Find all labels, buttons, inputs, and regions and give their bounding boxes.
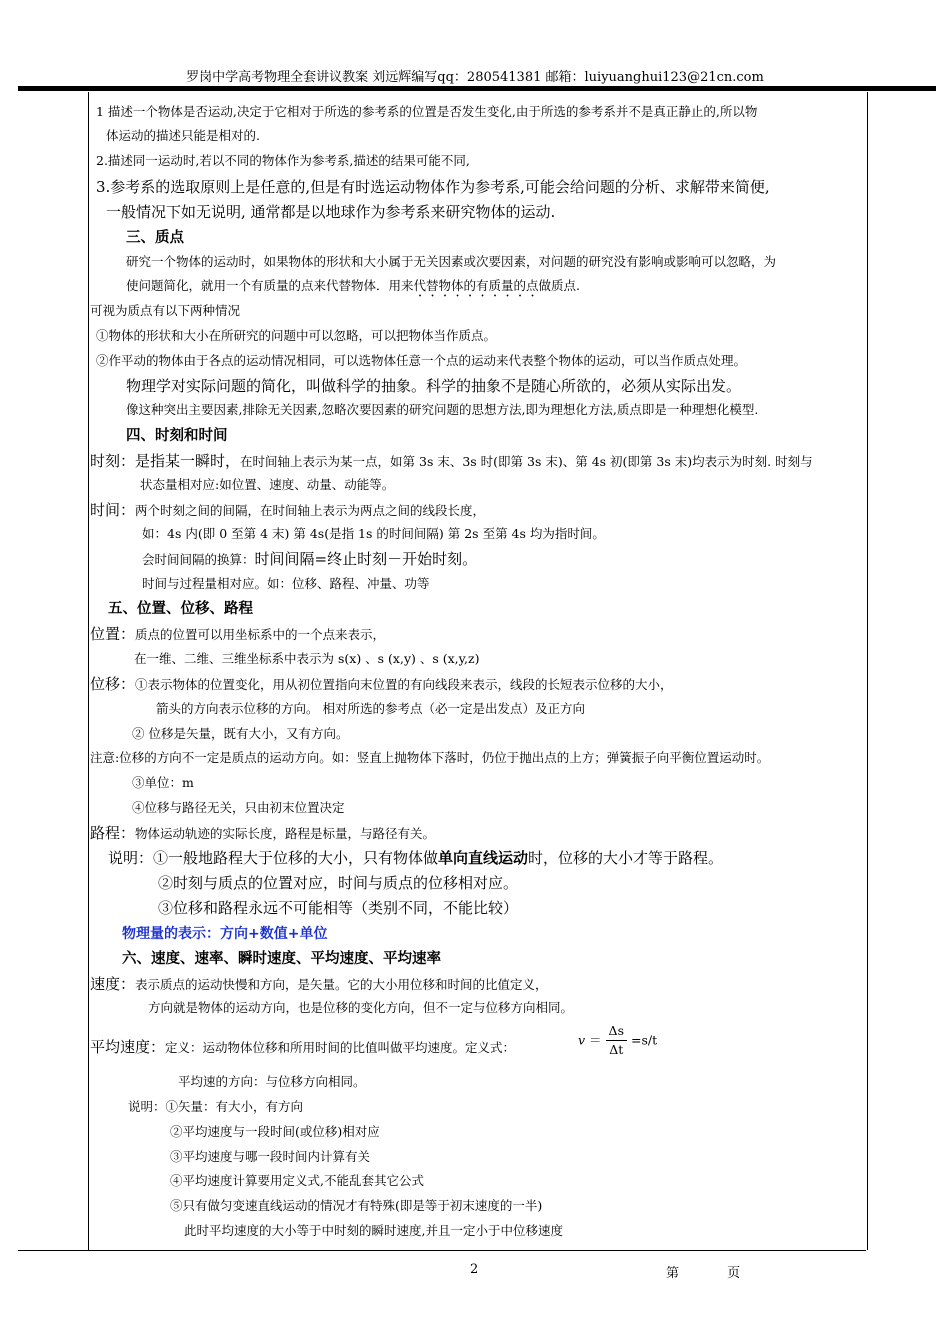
text-line: ②作平动的物体由于各点的运动情况相同，可以选物体任意一个点的运动来代表整个物体的运动，可以当作质点处理。 [96, 353, 747, 368]
text-line: ⑤只有做匀变速直线运动的情况才有特殊(即是等于初末速度的一半) [170, 1198, 543, 1213]
text-line: 平均速的方向：与位移方向相同。 [178, 1074, 366, 1089]
text-line: 使问题简化，就用一个有质量的点来代替物体．用来代替物体的有质量的点做质点. [126, 278, 581, 293]
text-line: ④平均速度计算要用定义式,不能乱套其它公式 [170, 1173, 424, 1188]
text-line: ②平均速度与一段时间(或位移)相对应 [170, 1124, 380, 1139]
footer-rule [18, 1250, 866, 1251]
text-line: 物理学对实际问题的简化，叫做科学的抽象。科学的抽象不是随心所欲的，必须从实际出发。 [126, 377, 742, 395]
text-line: 说明：①一般地路程大于位移的大小，只有物体做单向直线运动时，位移的大小才等于路程。 [108, 849, 724, 867]
text-line: 1 描述一个物体是否运动,决定于它相对于所选的参考系的位置是否发生变化,由于所选的参考系并不是真正静止的,所以物 [96, 104, 758, 119]
page-number: 2 [470, 1262, 479, 1277]
header-rule [18, 86, 936, 91]
text-line: 时间：两个时刻之间的间隔，在时间轴上表示为两点之间的线段长度， [90, 501, 486, 519]
text-line: 说明：①矢量：有大小，有方向 [128, 1099, 304, 1114]
text-line: ③平均速度与哪一段时间内计算有关 [170, 1149, 371, 1164]
text-line: 位移：①表示物体的位置变化，用从初位置指向末位置的有向线段来表示，线段的长短表示位移的大小， [90, 675, 673, 693]
text-line: 像这种突出主要因素,排除无关因素,忽略次要因素的研究问题的思想方法,即为理想化方法,质点即是一种理想化模型. [126, 402, 759, 417]
text-line: ② 位移是矢量，既有大小，又有方向。 [132, 726, 349, 741]
text-line: 箭头的方向表示位移的方向。 相对所选的参考点（必一定是出发点）及正方向 [156, 701, 585, 716]
text-line: ①物体的形状和大小在所研究的问题中可以忽略，可以把物体当作质点。 [96, 328, 497, 343]
text-line: ③位移和路程永远不可能相等（类别不同，不能比较） [158, 899, 519, 917]
text-line: 注意:位移的方向不一定是质点的运动方向。如：竖直上抛物体下落时，仍位于抛出点的上方；弹簧振子向平衡位置运动时。 [90, 750, 770, 765]
section-heading: 三、质点 [126, 230, 184, 246]
text-line: 在一维、二维、三维坐标系中表示为 s(x) 、s (x,y) 、s (x,y,z) [134, 651, 480, 666]
text-line: 如：4s 内(即 0 至第 4 末) 第 4s(是指 1s 的时间间隔) 第 2s 至第 4s 均为指时间。 [142, 526, 605, 541]
emphasized-definition: 代替物体的有质量的点 [413, 278, 539, 293]
text-line: 位置：质点的位置可以用坐标系中的一个点来表示， [90, 625, 386, 643]
text-line: 速度：表示质点的运动快慢和方向，是矢量。它的大小用位移和时间的比值定义， [90, 975, 548, 993]
page-label: 第 页 [666, 1266, 763, 1281]
text-line: 会时间间隔的换算：时间间隔=终止时刻－开始时刻。 [142, 550, 478, 568]
section-heading: 五、位置、位移、路程 [108, 601, 253, 617]
section-heading: 六、速度、速率、瞬时速度、平均速度、平均速率 [122, 951, 441, 967]
formula-v: v [578, 1032, 586, 1048]
emphasized-term: 单向直线运动 [438, 849, 529, 867]
text-line: 可视为质点有以下两种情况 [90, 303, 241, 318]
text-line: ③单位：m [132, 775, 194, 790]
page-header: 罗岗中学高考物理全套讲议教案 刘远辉编写qq：280541381 邮箱：luiyuanghui123@21cn.com [186, 70, 764, 85]
text-line: 路程：物体运动轨迹的实际长度，路程是标量，与路径有关。 [90, 824, 436, 842]
text-line: 状态量相对应:如位置、速度、动量、动能等。 [140, 477, 395, 492]
formula-fraction: $\frac{\Delta s}{\Delta t}$ [606, 1022, 627, 1059]
text-line: 一般情况下如无说明, 通常都是以地球作为参考系来研究物体的运动. [106, 203, 556, 221]
text-line: ②时刻与质点的位置对应，时间与质点的位移相对应。 [158, 874, 519, 892]
text-line: 2.描述同一运动时,若以不同的物体作为参考系,描述的结果可能不同, [96, 153, 470, 168]
text-line: 时刻：是指某一瞬时，在时间轴上表示为某一点，如第 3s 末、3s 时(即第 3s 末)、第 4s 初(即第 3s 末)均表示为时刻. 时刻与 [90, 452, 813, 470]
text-line: 平均速度：定义：运动物体位移和所用时间的比值叫做平均速度。定义式： [90, 1038, 516, 1056]
text-line: 体运动的描述只能是相对的. [106, 128, 260, 143]
text-line: 研究一个物体的运动时，如果物体的形状和大小属于无关因素或次要因素，对问题的研究没有影响或影响可以忽略，为 [126, 254, 777, 269]
text-line: 3.参考系的选取原则上是任意的,但是有时选运动物体作为参考系,可能会给问题的分析、求解带来简便, [96, 178, 770, 196]
text-line: 此时平均速度的大小等于中时刻的瞬时速度,并且一定小于中位移速度 [184, 1223, 563, 1238]
highlight-note: 物理量的表示：方向+数值+单位 [122, 926, 328, 942]
velocity-formula: v ＝ $\frac{\Delta s}{\Delta t}$ =s/t [578, 1023, 658, 1057]
text-line: ④位移与路径无关，只由初末位置决定 [132, 800, 345, 815]
text-line: 时间与过程量相对应。如：位移、路程、冲量、功等 [142, 576, 430, 591]
section-heading: 四、时刻和时间 [126, 428, 228, 444]
text-line: 方向就是物体的运动方向，也是位移的变化方向，但不一定与位移方向相同。 [148, 1000, 574, 1015]
